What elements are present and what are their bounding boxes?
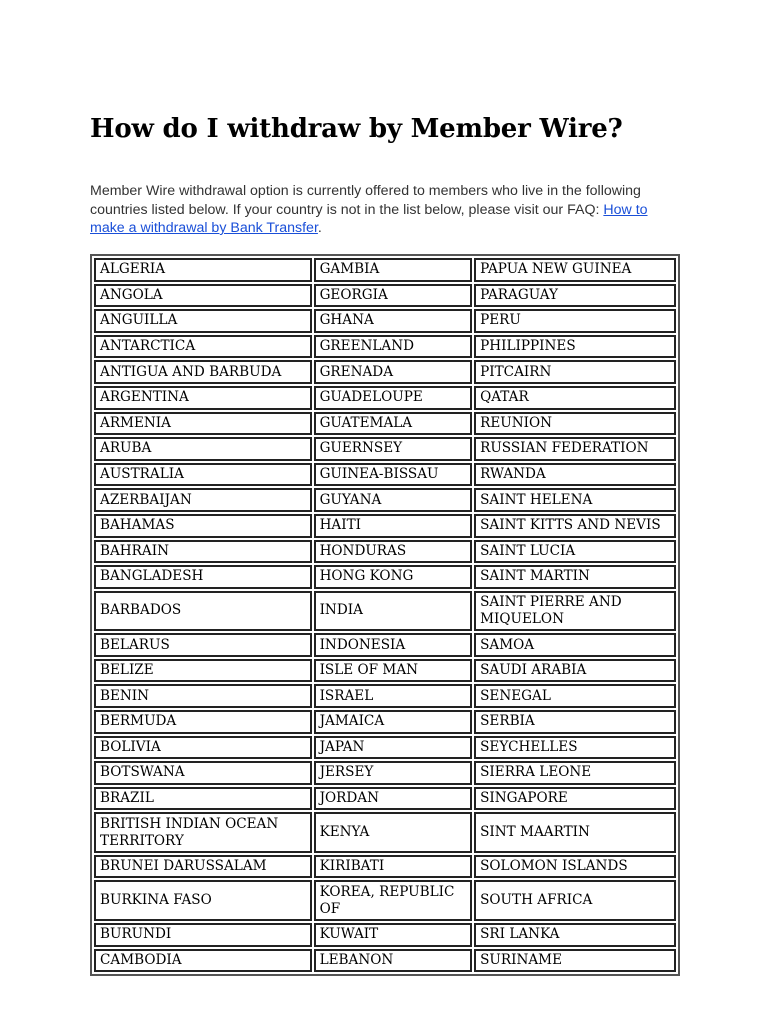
country-cell: JERSEY	[314, 761, 473, 785]
table-row	[94, 488, 676, 512]
table-row	[94, 591, 676, 632]
table-row	[94, 386, 676, 410]
country-cell: BURUNDI	[94, 923, 312, 947]
country-cell: SURINAME	[474, 949, 676, 973]
country-cell: PHILIPPINES	[474, 335, 676, 359]
table-row	[94, 880, 676, 921]
country-cell: BAHRAIN	[94, 540, 312, 564]
country-cell: BOLIVIA	[94, 736, 312, 760]
country-cell: HONDURAS	[314, 540, 473, 564]
country-cell: HONG KONG	[314, 565, 473, 589]
country-cell: BAHAMAS	[94, 514, 312, 538]
table-row	[94, 514, 676, 538]
table-row	[94, 659, 676, 683]
country-cell: SOLOMON ISLANDS	[474, 855, 676, 879]
table-row	[94, 736, 676, 760]
country-cell: GUATEMALA	[314, 412, 473, 436]
page-title: How do I withdraw by Member Wire?	[90, 114, 623, 144]
country-cell: ISRAEL	[314, 684, 473, 708]
country-cell: BENIN	[94, 684, 312, 708]
country-cell: AUSTRALIA	[94, 463, 312, 487]
table-row	[94, 949, 676, 973]
table-row	[94, 463, 676, 487]
country-cell: ARUBA	[94, 437, 312, 461]
table-row	[94, 309, 676, 333]
country-cell: SEYCHELLES	[474, 736, 676, 760]
country-cell: SAINT LUCIA	[474, 540, 676, 564]
country-cell: ARGENTINA	[94, 386, 312, 410]
country-cell: KIRIBATI	[314, 855, 473, 879]
country-cell: SRI LANKA	[474, 923, 676, 947]
country-cell: BANGLADESH	[94, 565, 312, 589]
country-cell: ANTARCTICA	[94, 335, 312, 359]
country-cell: GRENADA	[314, 360, 473, 384]
country-cell: INDIA	[314, 591, 473, 632]
country-cell: SAINT KITTS AND NEVIS	[474, 514, 676, 538]
country-cell: BRITISH INDIAN OCEAN TERRITORY	[94, 812, 312, 853]
country-cell: ANGUILLA	[94, 309, 312, 333]
intro-paragraph	[90, 182, 680, 238]
country-cell: SAINT HELENA	[474, 488, 676, 512]
country-cell: SAINT PIERRE AND MIQUELON	[474, 591, 676, 632]
country-cell: PARAGUAY	[474, 284, 676, 308]
country-cell: RWANDA	[474, 463, 676, 487]
country-cell: GUERNSEY	[314, 437, 473, 461]
country-cell: GUINEA-BISSAU	[314, 463, 473, 487]
country-cell: SAINT MARTIN	[474, 565, 676, 589]
country-cell: GUYANA	[314, 488, 473, 512]
country-cell: GHANA	[314, 309, 473, 333]
country-cell: BURKINA FASO	[94, 880, 312, 921]
country-cell: ANTIGUA AND BARBUDA	[94, 360, 312, 384]
intro-text: Member Wire withdrawal option is currently offered to members who live in the following countries listed below. If your country is not in the list below, please visit our FAQ:	[90, 183, 641, 218]
table-row	[94, 812, 676, 853]
country-cell: PERU	[474, 309, 676, 333]
country-cell: JAPAN	[314, 736, 473, 760]
table-row	[94, 284, 676, 308]
table-row	[94, 710, 676, 734]
country-cell: KUWAIT	[314, 923, 473, 947]
country-cell: BRAZIL	[94, 787, 312, 811]
table-row	[94, 787, 676, 811]
country-cell: INDONESIA	[314, 633, 473, 657]
country-cell: ALGERIA	[94, 258, 312, 282]
country-cell: BOTSWANA	[94, 761, 312, 785]
country-cell: JORDAN	[314, 787, 473, 811]
country-cell: SERBIA	[474, 710, 676, 734]
country-cell: SAMOA	[474, 633, 676, 657]
country-cell: KOREA, REPUBLIC OF	[314, 880, 473, 921]
country-cell: BELIZE	[94, 659, 312, 683]
table-row	[94, 360, 676, 384]
table-row	[94, 855, 676, 879]
country-cell: RUSSIAN FEDERATION	[474, 437, 676, 461]
country-cell: SINT MAARTIN	[474, 812, 676, 853]
country-cell: SENEGAL	[474, 684, 676, 708]
countries-table	[90, 254, 680, 976]
table-row	[94, 335, 676, 359]
country-cell: KENYA	[314, 812, 473, 853]
country-cell: SIERRA LEONE	[474, 761, 676, 785]
country-cell: SINGAPORE	[474, 787, 676, 811]
country-cell: ISLE OF MAN	[314, 659, 473, 683]
country-cell: CAMBODIA	[94, 949, 312, 973]
country-cell: GAMBIA	[314, 258, 473, 282]
country-cell: GUADELOUPE	[314, 386, 473, 410]
table-row	[94, 761, 676, 785]
country-cell: AZERBAIJAN	[94, 488, 312, 512]
table-row	[94, 412, 676, 436]
intro-trailing: .	[317, 220, 322, 236]
country-cell: BARBADOS	[94, 591, 312, 632]
country-cell: BRUNEI DARUSSALAM	[94, 855, 312, 879]
country-cell: BELARUS	[94, 633, 312, 657]
country-cell: ARMENIA	[94, 412, 312, 436]
country-cell: GEORGIA	[314, 284, 473, 308]
country-cell: JAMAICA	[314, 710, 473, 734]
table-row	[94, 565, 676, 589]
country-cell: SAUDI ARABIA	[474, 659, 676, 683]
countries-table-body	[94, 258, 676, 972]
table-row	[94, 923, 676, 947]
country-cell: QATAR	[474, 386, 676, 410]
country-cell: PAPUA NEW GUINEA	[474, 258, 676, 282]
bank-transfer-faq-link[interactable]: How to make a withdrawal by Bank Transfer	[90, 201, 648, 236]
country-cell: HAITI	[314, 514, 473, 538]
country-cell: REUNION	[474, 412, 676, 436]
country-cell: SOUTH AFRICA	[474, 880, 676, 921]
table-row	[94, 684, 676, 708]
country-cell: LEBANON	[314, 949, 473, 973]
table-row	[94, 437, 676, 461]
table-row	[94, 258, 676, 282]
country-cell: GREENLAND	[314, 335, 473, 359]
table-row	[94, 540, 676, 564]
country-cell: ANGOLA	[94, 284, 312, 308]
country-cell: BERMUDA	[94, 710, 312, 734]
country-cell: PITCAIRN	[474, 360, 676, 384]
table-row	[94, 633, 676, 657]
